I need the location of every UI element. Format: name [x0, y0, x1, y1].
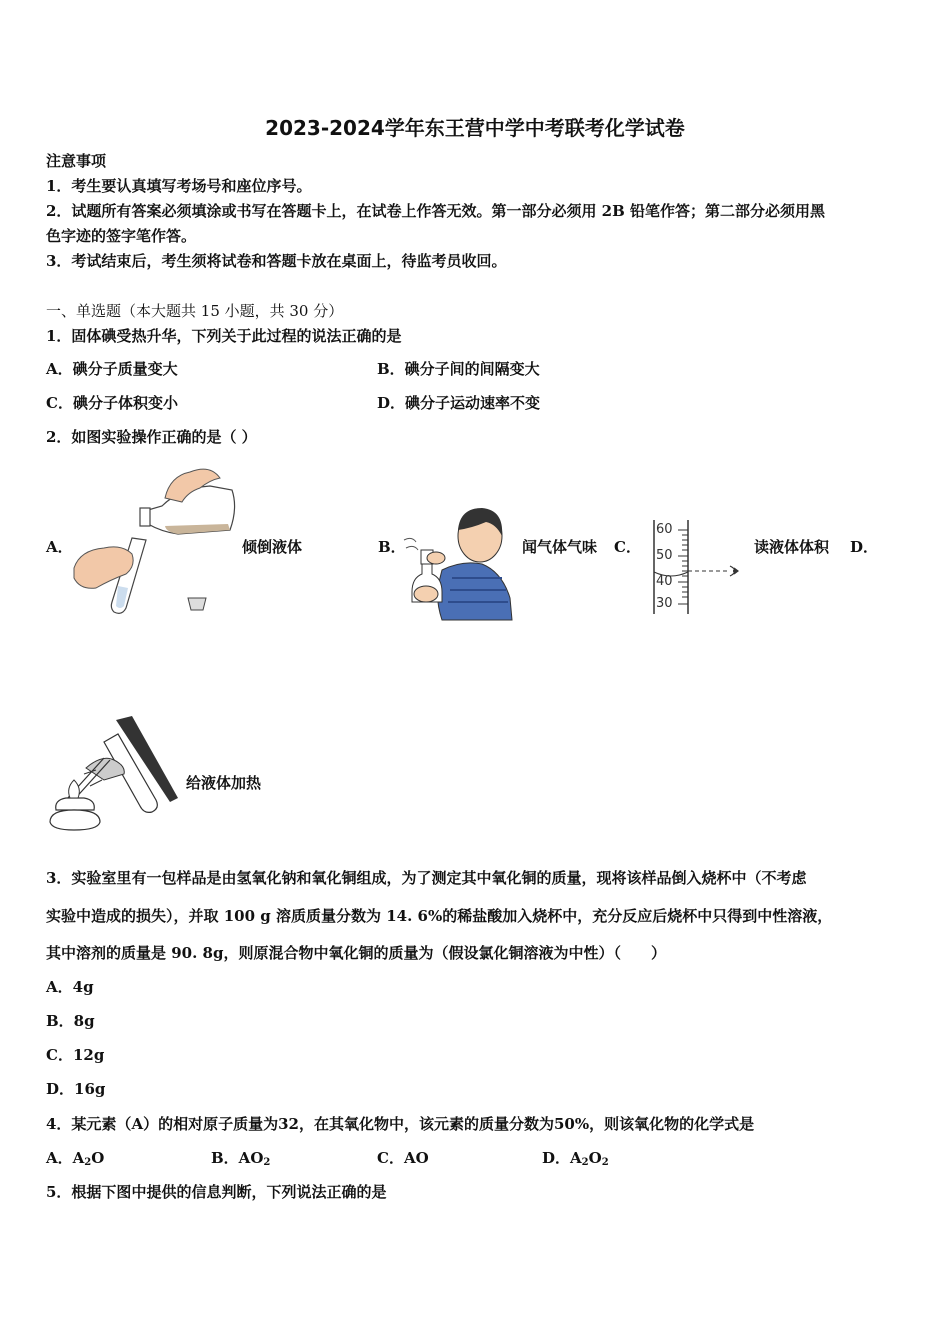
- option-1b: B．碘分子间的间隔变大: [377, 360, 540, 378]
- question-1-stem: 1．固体碘受热升华，下列关于此过程的说法正确的是: [46, 327, 402, 345]
- question-2-stem: 2．如图实验操作正确的是（ ）: [46, 428, 257, 446]
- notice-heading: 注意事项: [46, 152, 107, 170]
- question-4-stem: 4．某元素（A）的相对原子质量为32，在其氧化物中，该元素的质量分数为50%，则该氧化物的化学式是: [46, 1115, 755, 1133]
- smelling-gas-illustration: [402, 502, 517, 620]
- cylinder-tick-label: 40: [656, 574, 673, 589]
- question-3-line: 实验中造成的损失），并取 100 g 溶质质量分数为 14. 6%的稀盐酸加入烧杯中，充分反应后烧杯中只得到中性溶液，: [46, 907, 833, 925]
- option-2a-letter: A．: [46, 538, 73, 556]
- option-4c: C．AO: [377, 1149, 429, 1167]
- notice-item: 色字迹的签字笔作答。: [46, 227, 197, 245]
- option-2c-text: 读液体体积: [754, 538, 830, 556]
- option-2b-text: 闻气体气味: [522, 538, 598, 556]
- option-4d: D．$A_2O_2$: [542, 1149, 609, 1168]
- option-4b: B．$AO_2$: [211, 1149, 271, 1168]
- option-3b: B．8g: [46, 1012, 95, 1030]
- option-3d: D．16g: [46, 1080, 106, 1098]
- pouring-liquid-illustration: [70, 458, 240, 618]
- question-3-line: 3．实验室里有一包样品是由氢氧化钠和氧化铜组成，为了测定其中氧化铜的质量，现将该样品倒入烧杯中（不考虑: [46, 869, 807, 887]
- option-2d-letter: D．: [850, 538, 879, 556]
- option-2c-letter: C．: [614, 538, 641, 556]
- question-5-stem: 5．根据下图中提供的信息判断，下列说法正确的是: [46, 1183, 387, 1201]
- option-3c: C．12g: [46, 1046, 105, 1064]
- option-2d-text: 给液体加热: [186, 774, 262, 792]
- page-title: 2023-2024学年东王营中学中考联考化学试卷: [265, 116, 685, 140]
- question-3-line: 其中溶剂的质量是 90. 8g，则原混合物中氧化铜的质量为（假设氯化铜溶液为中性）（ ）: [46, 944, 666, 962]
- option-2a-text: 倾倒液体: [242, 538, 303, 556]
- option-4a: A．$A_2O$: [46, 1149, 105, 1168]
- option-2b-letter: B．: [378, 538, 406, 556]
- option-1d: D．碘分子运动速率不变: [377, 394, 541, 412]
- notice-item: 2．试题所有答案必须填涂或书写在答题卡上，在试卷上作答无效。第一部分必须用 2B 铅笔作答；第二部分必须用黑: [46, 202, 826, 220]
- notice-item: 1．考生要认真填写考场号和座位序号。: [46, 177, 312, 195]
- cylinder-tick-label: 50: [656, 548, 673, 563]
- section-heading: 一、单选题（本大题共 15 小题，共 30 分）: [46, 302, 344, 320]
- option-3a: A．4g: [46, 978, 94, 996]
- notice-item: 3．考试结束后，考生须将试卷和答题卡放在桌面上，待监考员收回。: [46, 252, 507, 270]
- heating-liquid-illustration: [44, 714, 184, 836]
- option-1c: C．碘分子体积变小: [46, 394, 178, 412]
- cylinder-tick-label: 30: [656, 596, 673, 611]
- cylinder-tick-label: 60: [656, 522, 673, 537]
- option-1a: A．碘分子质量变大: [46, 360, 178, 378]
